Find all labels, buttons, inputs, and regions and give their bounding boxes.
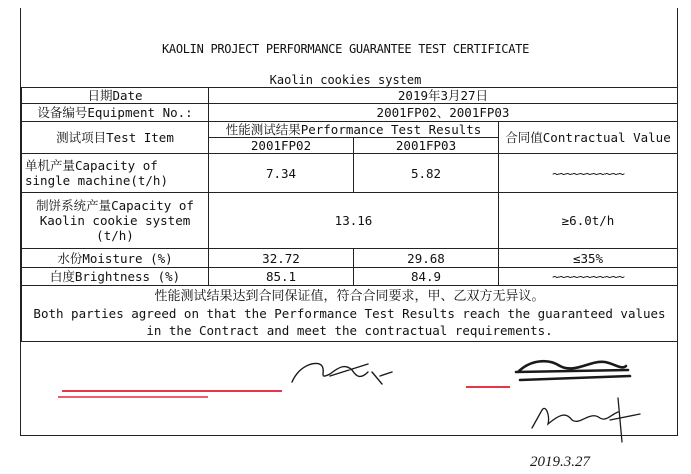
row-contract-value: ~~~~~~~~~~~ bbox=[499, 154, 678, 193]
row-item-moisture: 水份Moisture (%) bbox=[22, 249, 209, 268]
test-item-header: 测试项目Test Item bbox=[22, 122, 209, 154]
unit2-header: 2001FP03 bbox=[354, 138, 499, 154]
signature-date: 2019.3.27 bbox=[530, 454, 590, 470]
equipment-label: 设备编号Equipment No.: bbox=[22, 104, 209, 122]
signature-right-lower bbox=[532, 398, 640, 442]
row-item-system-capacity: 制饼系统产量Capacity of Kaolin cookie system (t/h) bbox=[22, 193, 209, 249]
results-header: 性能测试结果Performance Test Results bbox=[209, 122, 499, 138]
agreement-chinese: 性能测试结果达到合同保证值，符合合同要求，甲、乙双方无异议。 bbox=[154, 289, 545, 304]
unit1-header: 2001FP02 bbox=[209, 138, 354, 154]
agreement-english: Both parties agreed on that the Performance Test Results reach the guaranteed values in the Contract and meet the contractual requirements. bbox=[33, 306, 666, 338]
row-contract-value: ≥6.0t/h bbox=[499, 193, 678, 249]
row-value-unit1: 32.72 bbox=[209, 249, 354, 268]
signature-left bbox=[292, 363, 392, 384]
row-value-combined: 13.16 bbox=[209, 193, 499, 249]
row-item-capacity: 单机产量Capacity of single machine(t/h) bbox=[22, 154, 209, 193]
row-value-unit1: 7.34 bbox=[209, 154, 354, 193]
row-value-unit2: 29.68 bbox=[354, 249, 499, 268]
row-value-unit1: 85.1 bbox=[209, 268, 354, 286]
date-label: 日期Date bbox=[22, 88, 209, 104]
row-contract-value: ~~~~~~~~~~~ bbox=[499, 268, 678, 286]
equipment-value: 2001FP02、2001FP03 bbox=[209, 104, 678, 122]
certificate-title: KAOLIN PROJECT PERFORMANCE GUARANTEE TEST CERTIFICATE bbox=[161, 42, 529, 56]
date-value: 2019年3月27日 bbox=[209, 88, 678, 104]
signature-right-struck bbox=[516, 361, 630, 380]
row-value-unit2: 5.82 bbox=[354, 154, 499, 193]
row-contract-value: ≤35% bbox=[499, 249, 678, 268]
row-value-unit2: 84.9 bbox=[354, 268, 499, 286]
contract-header: 合同值Contractual Value bbox=[499, 122, 678, 154]
row-item-brightness: 白度Brightness (%) bbox=[22, 268, 209, 286]
system-subtitle: Kaolin cookies system bbox=[269, 73, 422, 87]
